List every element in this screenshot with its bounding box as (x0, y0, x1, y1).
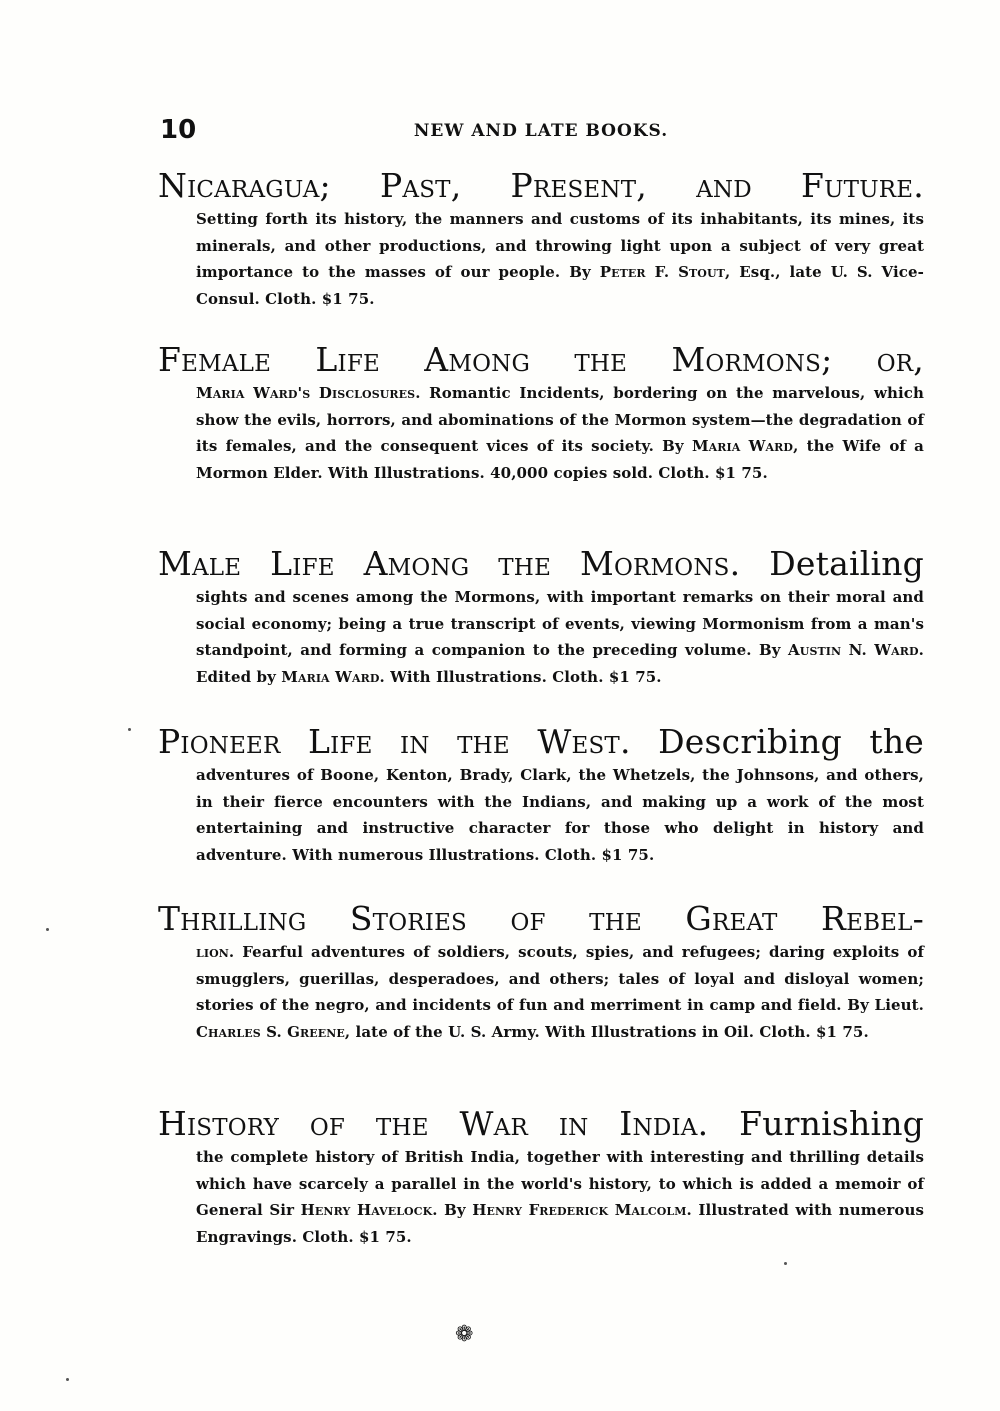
small-caps-run: Henry Havelock. (300, 1201, 438, 1220)
book-description (196, 584, 924, 690)
page-header (160, 112, 922, 148)
book-title: History of the War in India. Furnishing (158, 1104, 924, 1143)
book-entry-male-life-mormons (158, 544, 924, 690)
book-description (196, 939, 924, 1045)
text-run: By (437, 1201, 473, 1220)
print-speck (66, 1378, 69, 1381)
book-title: Female Life Among the Mormons; or, (158, 340, 924, 379)
text-run: Edited by (196, 667, 282, 686)
print-speck (46, 928, 49, 931)
page-ornament: ❁ (455, 1322, 474, 1347)
book-description (196, 1144, 924, 1250)
book-entry-nicaragua (158, 166, 924, 312)
print-speck (128, 728, 131, 731)
small-caps-run: Henry Frederick Malcolm. (472, 1201, 692, 1220)
text-run: With Illustrations. Cloth. $1 75. (384, 667, 662, 686)
page-number: 10 (160, 115, 197, 145)
book-title: Male Life Among the Mormons. Detailing (158, 544, 924, 583)
book-title: Pioneer Life in the West. Describing the (158, 722, 924, 761)
small-caps-run: Maria Ward's Disclosures. (196, 384, 421, 402)
text-run: the complete history of British India, together with interesting and thrilling details which have scarcely a parallel in the world's history, to which is added a memoir of General Sir (196, 1148, 924, 1220)
text-run: Setting forth its history, the manners and customs of its inhabitants, its mines, its minerals, and other productions, and throwing light upon a subject of very great importance to the masses of our people. By (196, 210, 924, 282)
print-speck (784, 1262, 787, 1265)
small-caps-run: Maria Ward (691, 437, 794, 456)
book-title: Thrilling Stories of the Great Rebel- (158, 899, 924, 938)
small-caps-run: Austin N. Ward. (788, 641, 924, 660)
text-run: sights and scenes among the Mormons, with important remarks on their moral and social economy; being a true transcript of events, viewing Mormonism from a man's standpoint, and forming a companion to the preceding volume. By (196, 588, 924, 660)
book-description (196, 380, 924, 486)
book-entry-pioneer-life (158, 722, 924, 868)
text-run: Romantic Incidents, bordering on the marvelous, which show the evils, horrors, and abominations of the Mormon system—the degradation of its females, and the consequent vices of its society. By (196, 384, 924, 456)
book-title: Nicaragua; Past, Present, and Future. (158, 166, 924, 205)
text-run: , the Wife of a Mormon Elder. With Illustrations. 40,000 copies sold. Cloth. $1 75. (196, 437, 924, 482)
text-run: Illustrated with numerous Engravings. Cloth. $1 75. (196, 1201, 925, 1246)
book-entry-thrilling-stories (158, 899, 924, 1045)
book-description (196, 762, 924, 868)
text-run: , Esq., late U. S. Vice-Consul. Cloth. $1 75. (196, 263, 924, 308)
small-caps-run: Peter F. Stout (599, 263, 725, 282)
text-run: , late of the U. S. Army. With Illustrations in Oil. Cloth. $1 75. (344, 1022, 869, 1041)
text-run: Fearful adventures of soldiers, scouts, spies, and refugees; daring exploits of smugglers, guerillas, desperadoes, and others; tales of loyal and disloyal women; stories of the negro, and incidents of fun and merriment in camp and field. By Lieut. (196, 943, 924, 1015)
small-caps-run: lion. (196, 943, 235, 961)
book-entry-female-life-mormons (158, 340, 924, 486)
book-entry-war-in-india (158, 1104, 924, 1250)
small-caps-run: Maria Ward. (281, 667, 385, 686)
text-run: adventures of Boone, Kenton, Brady, Clark, the Whetzels, the Johnsons, and others, in their fierce encounters with the Indians, and making up a work of the most entertaining and instructive character for those who delight in history and adventure. With numerous Illustrations. Cloth. $1 75. (196, 766, 924, 864)
book-description (196, 206, 924, 312)
small-caps-run: Charles S. Greene (196, 1022, 345, 1041)
running-head: NEW AND LATE BOOKS. (413, 121, 669, 141)
